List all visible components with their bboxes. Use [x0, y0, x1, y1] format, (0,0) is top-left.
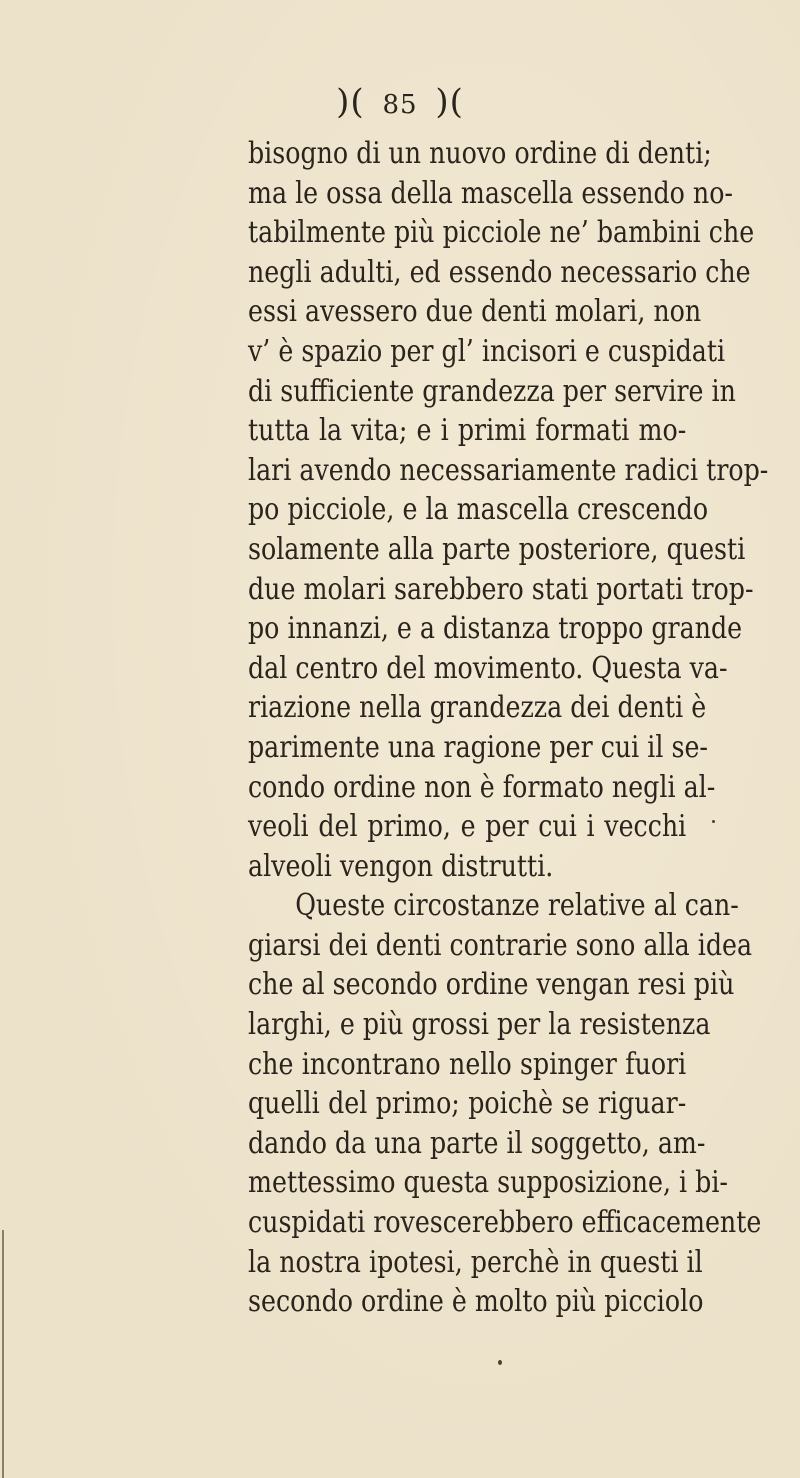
text-line: po picciole, e la mascella crescendo: [248, 492, 709, 528]
text-line: alveoli vengon distrutti.: [248, 848, 554, 884]
text-line: due molari sarebbero stati portati trop-: [248, 571, 754, 607]
header-left-ornament: )(: [336, 82, 365, 122]
text-line: ma le ossa della mascella essendo no-: [248, 175, 733, 211]
page-number: 85: [382, 90, 418, 120]
text-line: lari avendo necessariamente radici trop-: [248, 452, 769, 488]
text-line: larghi, e più grossi per la resistenza: [248, 1007, 711, 1043]
text-line: giarsi dei denti contrarie sono alla idea: [248, 927, 753, 963]
text-line: veoli del primo, e per cui i vecchi: [248, 809, 687, 845]
ink-speck: [498, 1360, 502, 1365]
text-line: mettessimo questa supposizione, i bi-: [248, 1165, 728, 1201]
header-right-ornament: )(: [435, 82, 464, 122]
text-line: solamente alla parte posteriore, questi: [248, 531, 746, 567]
text-line: cuspidati rovescerebbero efficacemente: [248, 1205, 762, 1241]
text-line: riazione nella grandezza dei denti è: [248, 690, 707, 726]
paragraph-first-line: Queste circostanze relative al can-: [295, 888, 739, 924]
text-line: bisogno di un nuovo ordine di denti;: [248, 136, 712, 171]
page-header: [0, 82, 800, 125]
text-line: negli adulti, ed essendo necessario che: [248, 254, 751, 290]
text-line: secondo ordine è molto più picciolo: [248, 1284, 704, 1320]
text-line: che incontrano nello spinger fuori: [248, 1046, 687, 1082]
page-edge-line: [2, 1230, 4, 1478]
text-line: essi avessero due denti molari, non: [248, 294, 702, 330]
text-line: la nostra ipotesi, perchè in questi il: [248, 1244, 703, 1280]
text-line: po innanzi, e a distanza troppo grande: [248, 611, 743, 647]
body-text: [248, 134, 769, 1322]
text-line: tabilmente più picciole ne’ bambini che: [248, 215, 755, 251]
text-line: di sufficiente grandezza per servire in: [248, 373, 736, 409]
text-line: parimente una ragione per cui il se-: [248, 729, 708, 765]
text-line: v’ è spazio per gl’ incisori e cuspidati: [248, 333, 726, 369]
text-line: che al secondo ordine vengan resi più: [248, 967, 735, 1003]
ink-speck: [712, 820, 715, 823]
text-line: dal centro del movimento. Questa va-: [248, 650, 728, 686]
text-line: condo ordine non è formato negli al-: [248, 769, 716, 805]
text-line: tutta la vita; e i primi formati mo-: [248, 413, 687, 449]
text-line: dando da una parte il soggetto, am-: [248, 1125, 706, 1161]
text-line: quelli del primo; poichè se riguar-: [248, 1086, 687, 1122]
